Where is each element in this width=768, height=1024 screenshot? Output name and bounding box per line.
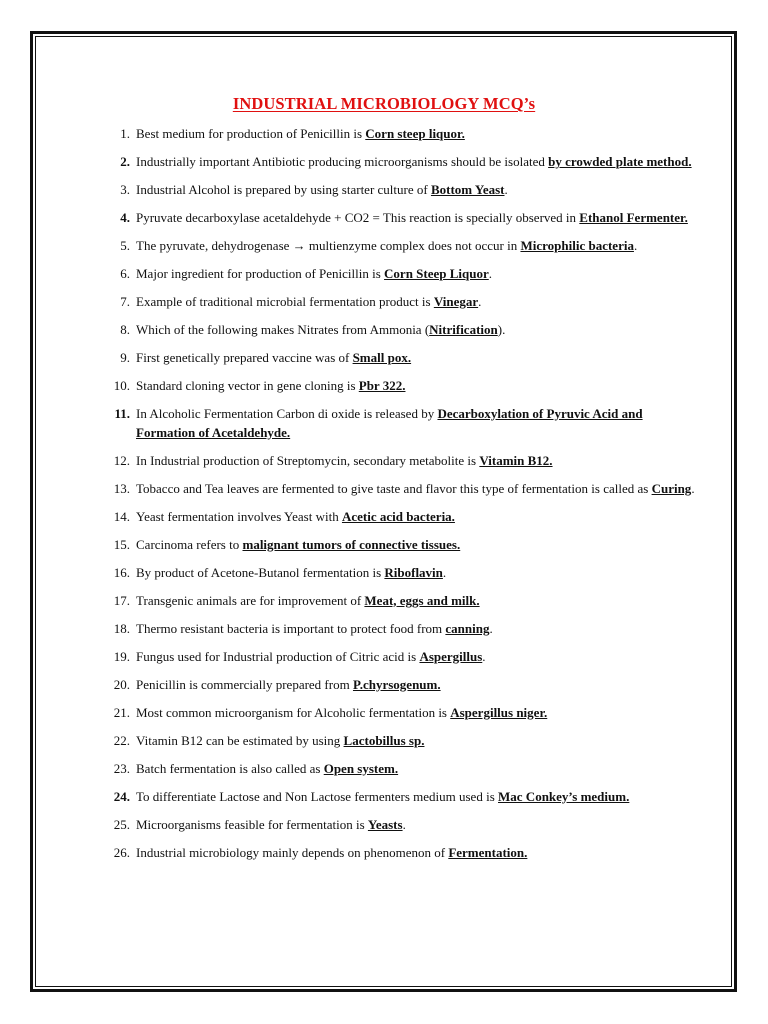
question-item xyxy=(106,452,696,471)
trailing-punctuation: ). xyxy=(497,322,506,337)
question-number: 10. xyxy=(113,378,130,393)
question-item xyxy=(106,564,696,583)
question-number: 21. xyxy=(113,704,130,720)
question-text: Batch fermentation is also called as xyxy=(136,760,324,776)
question-item xyxy=(106,237,696,256)
question-text: Which of the following makes Nitrates from Ammonia ( xyxy=(136,322,430,337)
question-text: By product of Acetone-Butanol fermentation is xyxy=(136,564,385,580)
question-item xyxy=(106,153,696,172)
answer-text: by crowded plate method. xyxy=(548,154,692,169)
answer-text: P.chyrsogenum. xyxy=(352,676,441,692)
answer-text: Ethanol Fermenter. xyxy=(579,210,688,225)
trailing-punctuation: . xyxy=(482,648,486,664)
question-number: 18. xyxy=(113,620,130,636)
question-item xyxy=(106,648,696,667)
question-item xyxy=(106,508,696,527)
question-number: 7. xyxy=(120,294,130,309)
trailing-punctuation: . xyxy=(691,480,695,496)
question-number: 4. xyxy=(120,210,130,225)
question-number: 22. xyxy=(113,732,130,748)
answer-text: Aspergillus xyxy=(419,648,483,664)
question-list xyxy=(106,125,696,872)
answer-text: Yeasts xyxy=(367,816,403,832)
trailing-punctuation: . xyxy=(633,238,638,253)
answer-text: Fermentation. xyxy=(448,844,528,860)
trailing-punctuation: . xyxy=(488,266,493,281)
question-number: 6. xyxy=(120,266,130,281)
question-item xyxy=(106,536,696,555)
question-text: Penicillin is commercially prepared from xyxy=(136,676,353,692)
question-number: 24. xyxy=(113,788,130,804)
answer-text: Small pox. xyxy=(352,350,412,365)
answer-text: Mac Conkey’s medium. xyxy=(498,788,630,804)
question-text: Example of traditional microbial fermentation product is xyxy=(136,294,434,309)
question-item xyxy=(106,480,696,499)
question-text: In Industrial production of Streptomycin, secondary metabolite is xyxy=(136,452,480,468)
question-text: Industrial microbiology mainly depends on phenomenon of xyxy=(136,844,449,860)
question-number: 19. xyxy=(113,648,130,664)
question-text: Fungus used for Industrial production of Citric acid is xyxy=(136,648,420,664)
answer-text: Vinegar xyxy=(433,294,479,309)
question-number: 13. xyxy=(113,480,130,496)
question-item xyxy=(106,181,696,200)
question-item xyxy=(106,844,696,863)
question-text: In Alcoholic Fermentation Carbon di oxide is released by xyxy=(136,406,438,421)
question-number: 11. xyxy=(114,406,130,421)
question-number: 26. xyxy=(113,844,130,860)
question-number: 12. xyxy=(113,452,130,468)
question-number: 9. xyxy=(120,350,130,365)
question-text: First genetically prepared vaccine was of xyxy=(136,350,353,365)
question-item xyxy=(106,816,696,835)
answer-text: Bottom Yeast xyxy=(430,182,505,197)
answer-text: Meat, eggs and milk. xyxy=(364,592,480,608)
question-item xyxy=(106,592,696,611)
question-text: Industrially important Antibiotic producing microorganisms should be isolated xyxy=(136,154,549,169)
question-text: Microorganisms feasible for fermentation is xyxy=(136,816,368,832)
question-number: 17. xyxy=(113,592,130,608)
question-item xyxy=(106,620,696,639)
answer-text: malignant tumors of connective tissues. xyxy=(242,536,461,552)
question-text: Transgenic animals are for improvement of xyxy=(136,592,365,608)
answer-text: Pbr 322. xyxy=(358,378,406,393)
question-number: 8. xyxy=(120,322,130,337)
question-number: 20. xyxy=(113,676,130,692)
answer-text: Microphilic bacteria xyxy=(520,238,634,253)
answer-text: Riboflavin xyxy=(384,564,443,580)
question-number: 16. xyxy=(113,564,130,580)
question-text: Thermo resistant bacteria is important to protect food from xyxy=(136,620,446,636)
question-item xyxy=(106,293,696,312)
question-item xyxy=(106,760,696,779)
question-number: 1. xyxy=(120,126,130,141)
question-text: Pyruvate decarboxylase acetaldehyde + CO2 = This reaction is specially observed in xyxy=(136,210,580,225)
question-text: Vitamin B12 can be estimated by using xyxy=(136,732,344,748)
question-text: Yeast fermentation involves Yeast with xyxy=(136,508,342,524)
question-number: 23. xyxy=(113,760,130,776)
question-text: Tobacco and Tea leaves are fermented to give taste and flavor this type of fermentation is called as xyxy=(136,480,652,496)
question-text: To differentiate Lactose and Non Lactose fermenters medium used is xyxy=(136,788,499,804)
question-item xyxy=(106,265,696,284)
question-number: 15. xyxy=(113,536,130,552)
question-item xyxy=(106,732,696,751)
trailing-punctuation: . xyxy=(504,182,508,197)
question-item xyxy=(106,676,696,695)
question-text: Carcinoma refers to xyxy=(136,536,243,552)
question-text: Major ingredient for production of Penicillin is xyxy=(136,266,385,281)
trailing-punctuation: . xyxy=(402,816,406,832)
question-item xyxy=(106,788,696,807)
question-item xyxy=(106,209,696,228)
answer-text: Corn Steep Liquor xyxy=(384,266,489,281)
answer-text: Lactobillus sp. xyxy=(343,732,425,748)
question-item xyxy=(106,377,696,396)
question-text: Industrial Alcohol is prepared by using starter culture of xyxy=(136,182,431,197)
question-text: Best medium for production of Penicillin is xyxy=(136,126,366,141)
trailing-punctuation: . xyxy=(442,564,447,580)
answer-text: Curing xyxy=(651,480,692,496)
question-text: Most common microorganism for Alcoholic fermentation is xyxy=(136,704,451,720)
question-item xyxy=(106,125,696,144)
question-item xyxy=(106,405,696,442)
question-item xyxy=(106,321,696,340)
answer-text: Nitrification xyxy=(429,322,498,337)
question-text: The pyruvate, dehydrogenase → multienzyme complex does not occur in xyxy=(136,238,521,253)
question-number: 3. xyxy=(120,182,130,197)
answer-text: Aspergillus niger. xyxy=(450,704,548,720)
answer-text: canning xyxy=(445,620,490,636)
answer-text: Vitamin B12. xyxy=(479,452,553,468)
question-number: 14. xyxy=(113,508,130,524)
question-item xyxy=(106,349,696,368)
answer-text: Decarboxylation of Pyruvic Acid and Formation of Acetaldehyde. xyxy=(136,406,643,440)
question-text: Standard cloning vector in gene cloning is xyxy=(136,378,359,393)
trailing-punctuation: . xyxy=(478,294,482,309)
trailing-punctuation: . xyxy=(489,620,493,636)
question-number: 5. xyxy=(120,238,130,253)
question-number: 25. xyxy=(113,816,130,832)
answer-text: Acetic acid bacteria. xyxy=(341,508,455,524)
document-title: INDUSTRIAL MICROBIOLOGY MCQ’s xyxy=(232,94,536,113)
answer-text: Open system. xyxy=(323,760,399,776)
question-number: 2. xyxy=(120,154,130,169)
answer-text: Corn steep liquor. xyxy=(365,126,465,141)
question-item xyxy=(106,704,696,723)
